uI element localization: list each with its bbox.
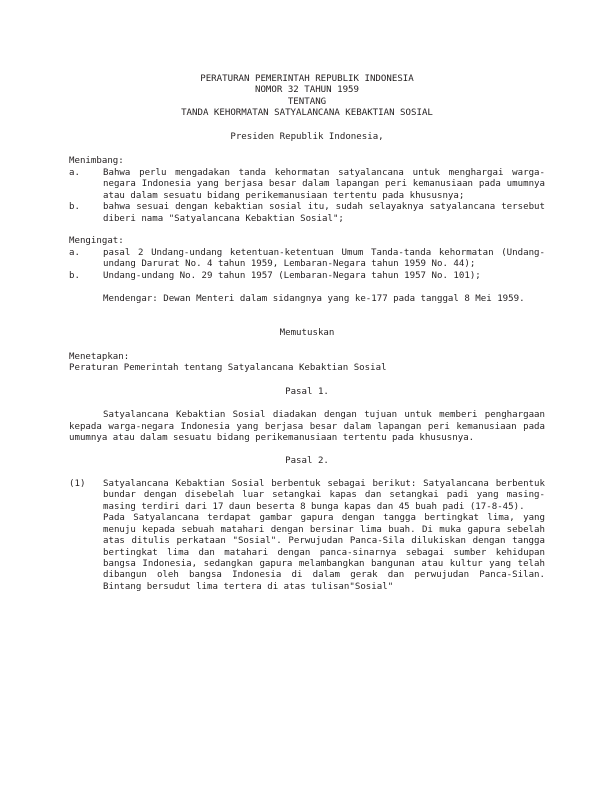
considering-item-b-text: bahwa sesuai dengan kebaktian sosial itu, sudah selayaknya satyalancana tersebut diberi nama "Satyalancana Kebaktian Sosial"; <box>103 202 545 224</box>
recalling-item-a <box>69 248 545 271</box>
recalling-item-b-marker: b. <box>69 270 80 281</box>
hearing-paragraph: Mendengar: Dewan Menteri dalam sidangnya yang ke-177 pada tanggal 8 Mei 1959. <box>103 293 525 304</box>
considering-item-a <box>69 168 545 202</box>
establishing-text: Peraturan Pemerintah tentang Satyalancana Kebaktian Sosial <box>69 363 387 374</box>
considering-label: Menimbang: <box>69 156 124 167</box>
decision-heading: Memutuskan <box>279 328 335 339</box>
considering-item-b-marker: b. <box>69 202 80 213</box>
article-2-paragraph-1-text-a: Satyalancana Kebaktian Sosial berbentuk sebagai berikut: Satyalancana berbentuk bundar dengan disebelah luar setangkai kapas dan setangkai padi yang masing-masing terdiri dari 17 daun beserta 8 bunga kapas dan 45 buah padi (17-8-45). <box>103 478 545 512</box>
issuing-authority: Presiden Republik Indonesia, <box>230 132 384 143</box>
article-1-heading: Pasal 1. <box>285 387 329 398</box>
recalling-item-a-text: pasal 2 Undang-undang ketentuan-ketentuan Umum Tanda-tanda kehormatan (Undang-undang Darurat No. 4 tahun 1959, Lembaran-Negara tahun 1959 No. 44); <box>103 247 545 270</box>
considering-item-b <box>69 202 545 225</box>
article-1-paragraph: Satyalancana Kebaktian Sosial diadakan dengan tujuan untuk memberi penghargaan kepada warga-negara Indonesia yang berjasa besar dalam lapangan peri kemanusiaan pada umumnya atau dalam sesuatu bidang perikemanusiaan tertentu pada khususnya. <box>69 410 545 444</box>
title-line-3: TENTANG <box>287 96 327 107</box>
document-body <box>69 74 545 593</box>
article-2-heading: Pasal 2. <box>285 455 329 466</box>
considering-item-a-text: Bahwa perlu mengadakan tanda kehormatan satyalancana untuk menghargai warga-negara Indonesia yang berjasa besar dalam lapangan peri kemanusiaan pada umumnya atau dalam sesuatu bidang perikemanusiaan tertentu pada khususnya; <box>103 167 545 201</box>
recalling-item-b <box>69 271 545 282</box>
recalling-item-b-text: Undang-undang No. 29 tahun 1957 (Lembaran-Negara tahun 1957 No. 101); <box>103 270 481 281</box>
article-2-paragraph-1-text-b: Pada Satyalancana terdapat gambar gapura dengan tangga bertingkat lima, yang menuju kepada sebuah matahari dengan bersinar lima buah. Di muka gapura sebelah atas ditulis perkataan "Sosial". Perwujudan Panca-Sila dilukiskan dengan tangga bertingkat lima dan matahari dengan panca-sinarnya sebagai sumber kehidupan bangsa Indonesia, sedangkan gapura melambangkan bangunan atau kultur yang telah dibangun oleh bangsa Indonesia di dalam gerak dan perwujudan Panca-Silan. Bintang bersudut lima tertera di atas tulisan"Sosial" <box>103 513 545 592</box>
article-2-paragraph-1 <box>69 479 545 594</box>
recalling-item-a-marker: a. <box>69 247 80 258</box>
title-line-2: NOMOR 32 TAHUN 1959 <box>254 85 360 96</box>
establishing-label: Menetapkan: <box>69 351 130 362</box>
document-title-block <box>69 74 545 120</box>
title-line-4: TANDA KEHORMATAN SATYALANCANA KEBAKTIAN SOSIAL <box>181 108 433 119</box>
considering-item-a-marker: a. <box>69 167 80 178</box>
article-2-paragraph-1-marker: (1) <box>69 478 86 489</box>
title-line-1: PERATURAN PEMERINTAH REPUBLIK INDONESIA <box>200 74 414 84</box>
recalling-label: Mengingat: <box>69 236 124 247</box>
